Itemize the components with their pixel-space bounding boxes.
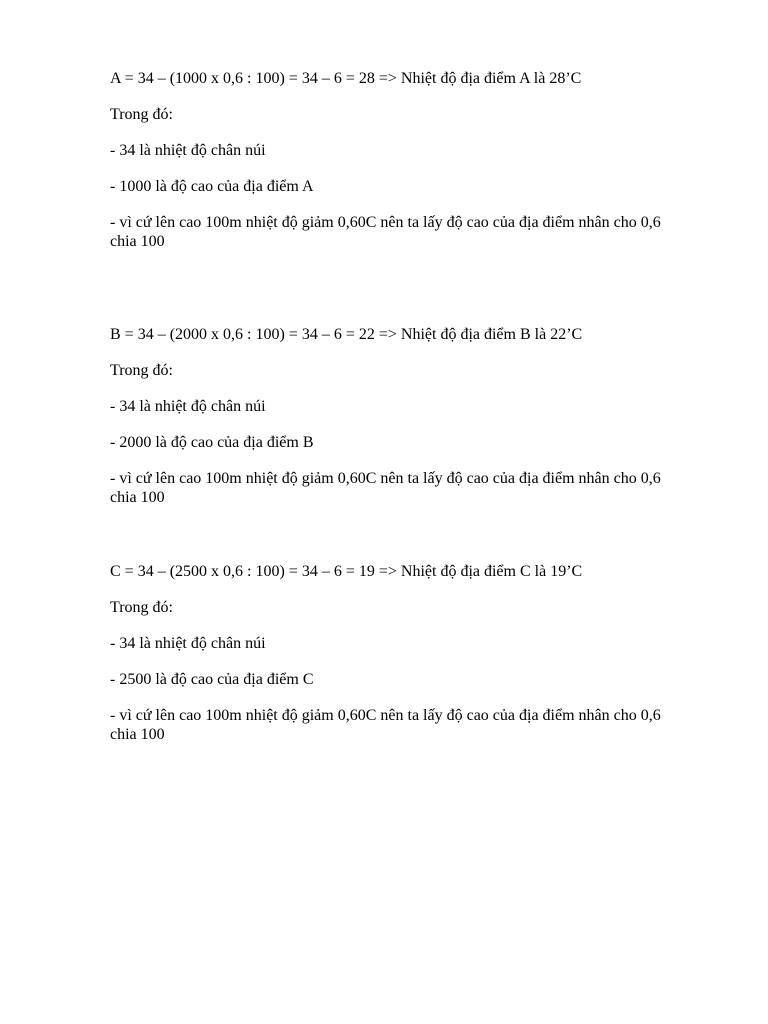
equation-c: C = 34 – (2500 x 0,6 : 100) = 34 – 6 = 19 => Nhiệt độ địa điểm C là 19’C xyxy=(110,563,583,580)
note-base-temperature-c: - 34 là nhiệt độ chân núi xyxy=(110,635,266,652)
equation-a: A = 34 – (1000 x 0,6 : 100) = 34 – 6 = 28 => Nhiệt độ địa điểm A là 28’C xyxy=(110,70,582,87)
note-altitude-c: - 2500 là độ cao của địa điểm C xyxy=(110,671,314,688)
section-point-b xyxy=(110,325,690,507)
equation-b: B = 34 – (2000 x 0,6 : 100) = 34 – 6 = 22 => Nhiệt độ địa điểm B là 22’C xyxy=(110,326,583,343)
section-point-c xyxy=(110,562,690,744)
note-explanation-a: - vì cứ lên cao 100m nhiệt độ giảm 0,60C nên ta lấy độ cao của địa điểm nhân cho 0,6 chia 100 xyxy=(110,214,661,250)
note-base-temperature-a: - 34 là nhiệt độ chân núi xyxy=(110,142,266,159)
note-explanation-b: - vì cứ lên cao 100m nhiệt độ giảm 0,60C nên ta lấy độ cao của địa điểm nhân cho 0,6 chia 100 xyxy=(110,470,661,506)
note-altitude-a: - 1000 là độ cao của địa điểm A xyxy=(110,178,314,195)
note-altitude-b: - 2000 là độ cao của địa điểm B xyxy=(110,434,314,451)
where-label-a: Trong đó: xyxy=(110,106,173,123)
section-point-a xyxy=(110,69,690,251)
note-base-temperature-b: - 34 là nhiệt độ chân núi xyxy=(110,398,266,415)
where-label-b: Trong đó: xyxy=(110,362,173,379)
document-body xyxy=(110,69,690,744)
note-explanation-c: - vì cứ lên cao 100m nhiệt độ giảm 0,60C nên ta lấy độ cao của địa điểm nhân cho 0,6 chia 100 xyxy=(110,707,661,743)
where-label-c: Trong đó: xyxy=(110,599,173,616)
